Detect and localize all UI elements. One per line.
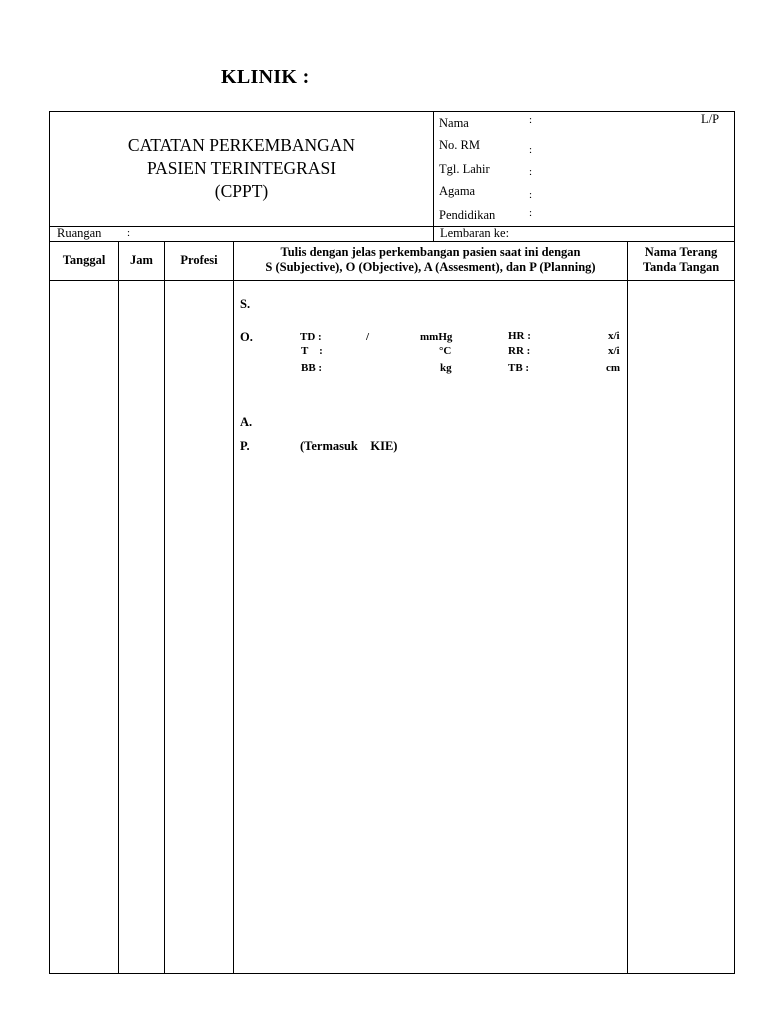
col-header-soap xyxy=(233,245,628,275)
vital-td-label: TD : xyxy=(300,331,322,343)
col-header-profesi: Profesi xyxy=(180,253,218,267)
col-header-soap-line2: S (Subjective), O (Objective), A (Assesment), dan P (Planning) xyxy=(265,260,596,274)
vital-hr-unit: x/i xyxy=(608,330,620,342)
vital-hr-label: HR : xyxy=(508,330,531,342)
vital-td-unit: mmHg xyxy=(420,331,453,343)
tgl-lahir-label: Tgl. Lahir xyxy=(439,162,490,176)
vital-rr-label: RR : xyxy=(508,345,531,357)
vital-t-label: T : xyxy=(301,345,323,357)
soap-o-label: O. xyxy=(240,330,253,344)
no-rm-label: No. RM xyxy=(439,138,480,152)
tgl-lahir-colon: : xyxy=(529,166,533,178)
col-divider-jam xyxy=(164,241,165,974)
soap-p-note: (Termasuk KIE) xyxy=(300,439,398,453)
clinic-title: KLINIK : xyxy=(221,66,310,88)
col-header-soap-line1: Tulis dengan jelas perkembangan pasien saat ini dengan xyxy=(280,245,581,259)
vital-bb-unit: kg xyxy=(440,362,452,374)
form-top-border xyxy=(49,111,735,112)
pendidikan-label: Pendidikan xyxy=(439,208,496,222)
soap-s-label: S. xyxy=(240,297,251,311)
form-left-border xyxy=(49,111,50,974)
vital-tb-label: TB : xyxy=(508,362,530,374)
col-divider-profesi xyxy=(233,241,234,974)
column-header-divider xyxy=(49,280,735,281)
ruangan-colon: : xyxy=(127,227,131,239)
nama-label: Nama xyxy=(439,116,469,130)
header-divider xyxy=(49,226,735,227)
form-title xyxy=(50,134,433,203)
col-header-tanggal: Tanggal xyxy=(62,253,106,267)
ruangan-divider xyxy=(49,241,735,242)
col-divider-soap xyxy=(627,241,628,974)
form-title-line2: PASIEN TERINTEGRASI xyxy=(146,158,337,178)
vital-td-separator: / xyxy=(366,331,370,343)
col-header-signature-line2: Tanda Tangan xyxy=(642,260,720,274)
form-title-line3: (CPPT) xyxy=(214,181,269,201)
pendidikan-colon: : xyxy=(529,207,533,219)
agama-label: Agama xyxy=(439,184,476,198)
ruangan-label: Ruangan xyxy=(57,226,102,240)
soap-p-label: P. xyxy=(240,439,250,453)
col-divider-tanggal xyxy=(118,241,119,974)
vital-rr-unit: x/i xyxy=(608,345,620,357)
lembaran-label: Lembaran ke: xyxy=(440,226,510,240)
form-right-border xyxy=(734,111,735,974)
vital-t-unit: °C xyxy=(439,345,452,357)
form-bottom-border xyxy=(49,973,735,974)
gender-label: L/P xyxy=(701,112,720,126)
col-header-signature-line1: Nama Terang xyxy=(644,245,718,259)
soap-a-label: A. xyxy=(240,415,253,429)
no-rm-colon: : xyxy=(529,144,533,156)
identity-divider xyxy=(433,111,434,241)
form-title-line1: CATATAN PERKEMBANGAN xyxy=(127,135,356,155)
nama-colon: : xyxy=(529,114,533,126)
col-header-jam: Jam xyxy=(130,253,153,267)
vital-bb-label: BB : xyxy=(301,362,323,374)
vital-tb-unit: cm xyxy=(606,362,621,374)
agama-colon: : xyxy=(529,189,533,201)
col-header-signature xyxy=(627,245,735,275)
